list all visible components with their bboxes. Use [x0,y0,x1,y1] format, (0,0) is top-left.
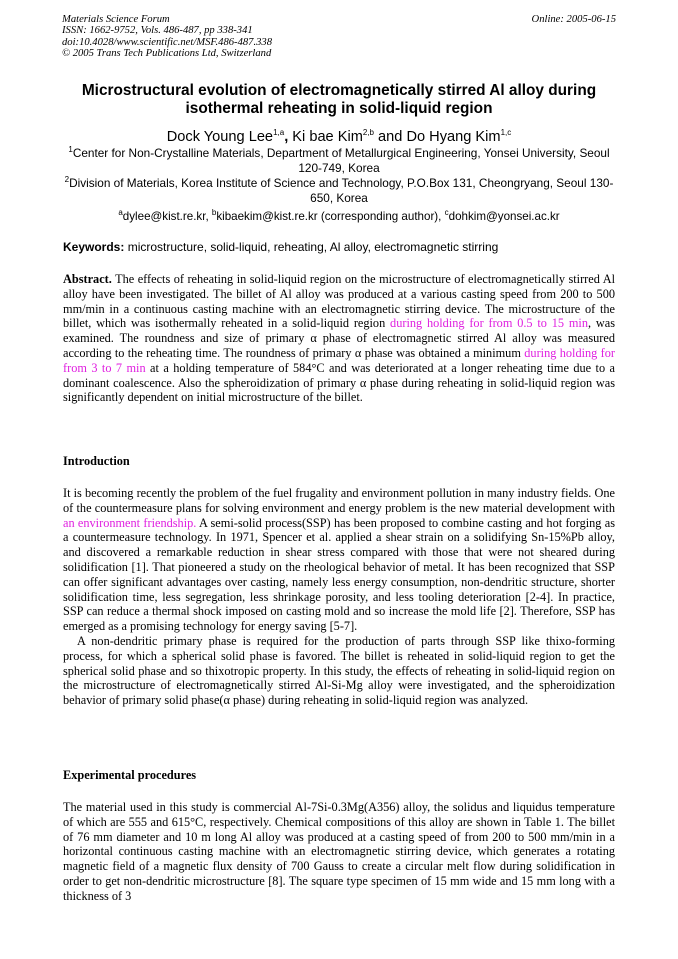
highlighted-text: an environment friendship. [63,515,197,530]
email-list [60,206,618,224]
affiliation-2 [60,172,618,206]
abstract-label: Abstract. [63,272,112,286]
email-superscript: b [211,208,217,217]
author-superscript: 1,a [273,128,285,137]
author-separator: , [284,128,293,145]
affiliation-text: Center for Non-Crystalline Materials, Department of Metallurgical Engineering, Yonsei University, Seoul 120-749, Korea [72,145,610,176]
author-superscript: 1,c [500,128,512,137]
journal-header [62,14,616,60]
keywords-line [63,240,623,254]
email-superscript: a [118,208,123,217]
doi-line: doi:10.4028/www.scientific.net/MSF.486-487.338 [62,36,272,48]
paragraph-text: The material used in this study is commercial Al-7Si-0.3Mg(A356) alloy, the solidus and liquidus temperature of which are 555 and 615°C, respectively. Chemical compositions of this alloy are shown in Table 1. The billet of 76 mm diameter and 10 m long Al alloy was produced at a casting speed of from 200 to 500 mm/min in a horizontal continuous casting machine with an electromagnetic stirring device, which generates a rotating magnetic field of a magnetic flux density of 700 Gauss to create a circular melt flow during solidification in order to get non-dendritic microstructure [8]. The square type specimen of 15 mm wide and 15 mm long with a thickness of 3 [63,800,615,903]
highlighted-text: during holding for from 3 to 7 min [63,345,616,375]
affiliation-text: Division of Materials, Korea Institute of Science and Technology, P.O.Box 131, Cheongryang, Seoul 130-650, Korea [69,175,614,206]
author-name: Do Hyang Kim [406,128,501,145]
author-name: Dock Young Lee [166,128,274,145]
email-link[interactable]: kibaekim@kist.re.kr (corresponding author), [216,209,445,223]
email-superscript: c [444,208,449,217]
abstract-text: The effects of reheating in solid-liquid region on the microstructure of electromagnetically stirred Al alloy have been investigated. The billet of Al alloy was produced at a various casting speed from 200 to 500 mm/min in a continuous casting machine with an electromagnetic stirring device. The microstructure of the billet, which was isothermally reheated in a solid-liquid region [63,272,615,331]
email-link[interactable]: dylee@kist.re.kr, [122,209,212,223]
affiliation-superscript: 1 [68,145,73,154]
introduction-heading: Introduction [63,454,130,468]
affiliation-superscript: 2 [64,175,70,184]
highlighted-text: during holding for from 0.5 to 15 min [390,316,588,331]
keywords-label: Keywords: [63,240,125,254]
online-date: Online: 2005-06-15 [531,14,616,25]
experimental-section [63,800,615,904]
issn-line: ISSN: 1662-9752, Vols. 486-487, pp 338-341 [62,25,253,37]
experimental-heading: Experimental procedures [63,768,197,782]
keywords-text: microstructure, solid-liquid, reheating, Al alloy, electromagnetic stirring [124,240,499,254]
author-superscript: 2,b [362,128,374,137]
journal-name: Materials Science Forum [62,14,170,25]
paper-title: Microstructural evolution of electromagnetically stirred Al alloy during isothermal reheating in solid-liquid region [81,82,597,117]
email-link[interactable]: dohkim@yonsei.ac.kr [448,209,560,223]
copyright-line: © 2005 Trans Tech Publications Ltd, Switzerland [62,48,272,60]
paragraph-text: It is becoming recently the problem of the fuel frugality and environment pollution in many industry fields. One of the countermeasure plans for solving environment and energy problem is the new material development with [63,486,615,515]
author-separator: and [374,128,407,145]
paragraph-text: A semi-solid process(SSP) has been proposed to combine casting and hot forging as a countermeasure technology. In 1971, Spencer et al. applied a shear strain on a solidifying Sn-15%Pb alloy, and discovered a remarkable reduction in shear stress compared with those that were not sheared during solidification [1]. That pioneered a study on the rheological behavior of metal. It has been recognized that SSP can offer significant advantages over casting, namely less energy consumption, non-dendritic structure, shorter solidification time, less segregation, less shrinkage porosity, and less tooling deterioration [2-4]. In practice, SSP can reduce a thermal shock imposed on casting mold and so increase the mold life [2]. Therefore, SSP has emerged as a promising technology for energy saving [5-7]. [63,515,616,634]
abstract-section [63,272,615,405]
abstract-text: , was examined. The roundness and size of primary α phase of electromagnetic stirred Al alloy was measured according to the reheating time. The roundness of primary α phase was obtained a minimum [63,316,615,360]
paragraph-text: A non-dendritic primary phase is required for the production of parts through SSP like thixo-forming process, for which a spherical solid phase is favored. The billet is reheated in solid-liquid region to get the spherical solid phase and so thixotropic property. In this study, the effects of reheating in solid-liquid region on the microstructure of electromagnetically stirred Al-Si-Mg alloy were investigated, and the spheroidization behavior of primary solid phase(α phase) during reheating in solid-liquid region was analyzed. [63,633,615,708]
author-name: Ki bae Kim [292,128,363,145]
introduction-section [63,486,615,708]
abstract-text: at a holding temperature of 584°C and was deteriorated at a longer reheating time due to a dominant coalescence. Also the spheroidization of primary α phase during reheating in solid-liquid region was significantly dependent on initial microstructure of the billet. [63,360,615,405]
